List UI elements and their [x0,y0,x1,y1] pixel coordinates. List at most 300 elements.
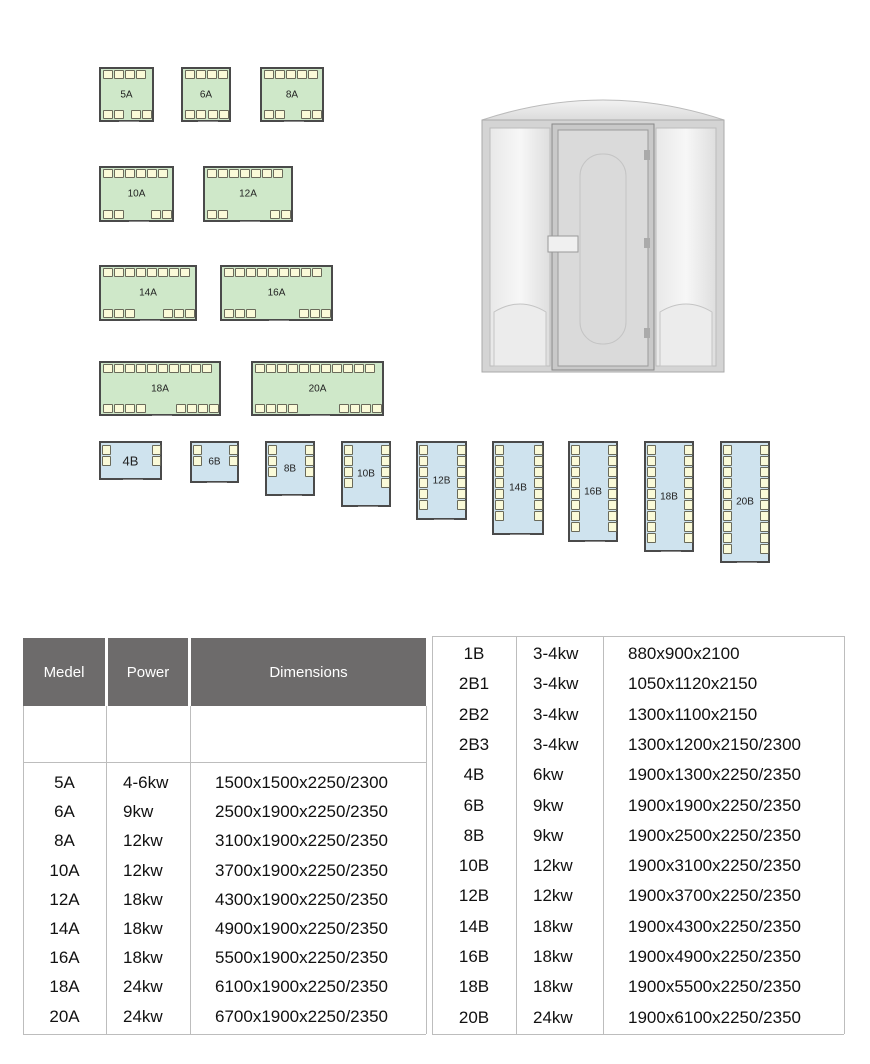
bench-seat [185,309,195,318]
plan-label: 12A [239,188,257,200]
table-cell: 18kw [533,916,573,936]
bench-seat [103,364,113,373]
bench-seat [684,456,693,466]
table-cell: 20A [49,1006,80,1026]
table-cell: 3-4kw [533,704,579,724]
table-cell: 6A [54,802,75,822]
bench-seat [571,445,580,455]
bench-seat [162,210,172,219]
table-rule [603,636,604,1034]
table-cell: 1900x1300x2250/2350 [628,765,801,785]
bench-seat [136,70,146,79]
bench-seat [495,456,504,466]
bench-seat [142,110,152,119]
bench-seat [257,268,267,277]
bench-seat [312,110,322,119]
bench-seat [608,500,617,510]
bench-seat [350,404,360,413]
bench-seat [684,511,693,521]
floor-plan-6a [181,67,231,122]
bench-seat [268,268,278,277]
bench-seat [571,522,580,532]
bench-seat [202,364,212,373]
door [240,221,260,224]
bench-seat [684,533,693,543]
bench-seat [262,169,272,178]
table-cell: 12A [49,889,80,909]
header-dimensions: Dimensions [191,638,426,706]
bench-seat [608,467,617,477]
bench-seat [125,268,135,277]
bench-seat [114,268,124,277]
bench-seat [760,467,769,477]
bench-seat [207,70,217,79]
table-cell: 1900x1900x2250/2350 [628,795,801,815]
table-cell: 2B2 [458,704,490,724]
bench-seat [191,364,201,373]
bench-seat [151,210,161,219]
table-cell: 24kw [123,977,163,997]
bench-seat [647,456,656,466]
bench-seat [760,544,769,554]
table-cell: 5500x1900x2250/2350 [215,948,388,968]
bench-seat [457,500,466,510]
bench-seat [723,511,732,521]
bench-seat [647,511,656,521]
table-cell: 14A [49,919,80,938]
door [282,495,302,498]
table-cell: 1900x5500x2250/2350 [628,977,801,997]
plan-label: 10B [357,468,375,480]
bench-seat [684,522,693,532]
bench-seat [344,478,353,488]
bench-seat [723,544,732,554]
bench-seat [310,364,320,373]
table-cell: 18kw [533,947,573,966]
bench-seat [229,169,239,178]
bench-seat [723,533,732,543]
bench-seat [277,364,287,373]
plan-label: 5A [120,89,133,100]
bench-seat [419,489,428,499]
bench-seat [608,445,617,455]
bench-seat [495,445,504,455]
table-cell: 24kw [533,1007,573,1027]
bench-seat [176,404,186,413]
table-cell: 1900x2500x2250/2350 [628,825,801,845]
bench-seat [218,70,228,79]
plan-label: 20A [308,383,327,394]
bench-seat [288,364,298,373]
bench-seat [174,309,184,318]
floor-plan-14a [99,265,197,321]
door [129,221,149,224]
bench-seat [277,404,287,413]
bench-seat [275,70,285,79]
plan-label: 4B [122,453,139,468]
door [434,519,454,522]
table-cell: 1900x3100x2250/2350 [628,856,801,876]
bench-seat [185,110,195,119]
bench-seat [103,110,113,119]
table-cell: 6700x1900x2250/2350 [215,1006,388,1026]
header-model: Medel [23,638,105,706]
table-cell: 3-4kw [533,644,579,663]
bench-seat [218,169,228,178]
bench-seat [114,110,124,119]
bench-seat [344,445,353,455]
bench-seat [207,210,217,219]
bench-seat [534,456,543,466]
bench-seat [760,445,769,455]
bench-seat [255,364,265,373]
table-rule [432,1034,844,1035]
bench-seat [103,70,113,79]
bench-seat [343,364,353,373]
table-cell: 9kw [533,795,564,815]
floor-plan-20a [251,361,384,416]
table-cell: 9kw [533,825,564,845]
table-cell: 20B [458,1007,490,1027]
floor-plan-10b [341,441,391,507]
bench-seat [305,445,314,455]
table-cell: 9kw [123,802,154,822]
bench-seat [534,467,543,477]
bench-seat [169,364,179,373]
table-cell: 3100x1900x2250/2350 [215,831,388,851]
floor-plan-8b [265,441,315,496]
bench-seat [273,169,283,178]
bench-seat [103,169,113,178]
plan-label: 8A [285,89,299,100]
bench-seat [299,309,309,318]
bench-seat [495,467,504,477]
door [119,121,139,124]
bench-seat [266,364,276,373]
bench-seat [264,70,274,79]
bench-seat [332,364,342,373]
bench-seat [381,456,390,466]
bench-seat [723,478,732,488]
bench-seat [147,268,157,277]
plan-label: 12B [432,475,451,486]
bench-seat [193,445,202,455]
bench-seat [187,404,197,413]
bench-seat [279,268,289,277]
floor-plan-5a [99,67,154,122]
plan-label: 18A [151,383,169,394]
door [207,482,227,485]
plan-label: 6B [208,456,221,468]
bench-seat [723,456,732,466]
bench-seat [114,210,124,219]
plan-label: 18B [660,491,678,502]
door [737,562,757,565]
plan-label: 16B [584,486,602,497]
table-cell: 880x900x2100 [628,644,740,663]
bench-seat [457,489,466,499]
bench-seat [114,404,124,413]
bench-seat [344,456,353,466]
bench-seat [299,364,309,373]
bench-seat [266,404,276,413]
plan-label: 6A [199,89,213,100]
bench-seat [760,456,769,466]
table-cell: 4900x1900x2250/2350 [215,919,388,938]
bench-seat [196,110,206,119]
door [310,415,330,418]
bench-seat [571,467,580,477]
bench-seat [308,70,318,79]
bench-seat [103,404,113,413]
floor-plan-16a [220,265,333,321]
plan-label: 8B [283,463,297,474]
table-cell: 5A [54,773,75,792]
table-cell: 4-6kw [123,773,169,792]
table-cell: 1900x4300x2250/2350 [628,916,801,936]
table-cell: 12B [458,886,490,906]
bench-seat [608,511,617,521]
door [284,121,304,124]
plan-label: 14A [139,287,157,299]
bench-seat [103,268,113,277]
table-rule [426,706,427,1034]
bench-seat [321,364,331,373]
door [510,534,530,537]
floor-plan-6b [190,441,239,483]
bench-seat [290,268,300,277]
bench-seat [136,268,146,277]
table-cell: 12kw [533,856,573,876]
floor-plan-8a [260,67,324,122]
bench-seat [571,456,580,466]
bench-seat [136,404,146,413]
bench-seat [235,309,245,318]
table-cell: 6kw [533,765,564,785]
bench-seat [158,364,168,373]
bench-seat [147,169,157,178]
bench-seat [218,210,228,219]
door [123,479,143,482]
table-cell: 1300x1100x2150 [628,704,758,724]
bench-seat [301,110,311,119]
bench-seat [185,70,195,79]
bench-seat [180,364,190,373]
bench-seat [381,445,390,455]
bench-seat [723,467,732,477]
floor-plan-4b [99,441,162,480]
bench-seat [275,110,285,119]
bench-seat [240,169,250,178]
bench-seat [647,445,656,455]
bench-seat [125,70,135,79]
table-cell: 3-4kw [533,734,579,754]
bench-seat [125,169,135,178]
table-cell: 1300x1200x2150/2300 [628,734,801,754]
table-cell: 18kw [123,948,163,968]
bench-seat [169,268,179,277]
bench-seat [125,309,135,318]
bench-seat [114,70,124,79]
table-cell: 6B [463,795,485,815]
bench-seat [224,268,234,277]
door [269,320,289,323]
table-cell: 4300x1900x2250/2350 [215,889,388,909]
plan-label: 20B [736,496,754,508]
table-cell: 1050x1120x2150 [628,674,758,694]
bench-seat [760,511,769,521]
table-cell: 24kw [123,1006,163,1026]
bench-seat [224,309,234,318]
bench-seat [147,364,157,373]
bench-seat [760,533,769,543]
bench-seat [571,500,580,510]
bench-seat [381,478,390,488]
bench-seat [229,445,238,455]
table-cell: 12kw [123,860,163,880]
bench-seat [647,522,656,532]
table-cell: 1900x6100x2250/2350 [628,1007,801,1027]
bench-seat [219,110,229,119]
table-cell: 18kw [533,977,573,997]
table-cell: 2B1 [458,674,490,694]
bench-seat [684,445,693,455]
bench-seat [321,309,331,318]
table-cell: 18kw [123,919,163,938]
door [198,121,218,124]
bench-seat [207,169,217,178]
table-cell: 16A [49,948,80,968]
bench-seat [136,364,146,373]
bench-seat [268,445,277,455]
bench-seat [208,110,218,119]
bench-seat [270,210,280,219]
bench-seat [310,309,320,318]
plan-label: 10A [127,188,146,200]
bench-seat [723,522,732,532]
floor-plan-14b [492,441,544,535]
bench-seat [158,268,168,277]
bench-seat [419,500,428,510]
table-cell: 18kw [123,889,163,909]
bench-seat [114,309,124,318]
floor-plan-20b [720,441,770,563]
table-cell: 8B [463,825,485,845]
floor-plan-12b [416,441,467,520]
bench-seat [457,456,466,466]
bench-seat [286,70,296,79]
bench-seat [647,478,656,488]
table-cell: 1900x4900x2250/2350 [628,947,801,966]
bench-seat [723,445,732,455]
table-cell: 3700x1900x2250/2350 [215,860,388,880]
table-cell: 6100x1900x2250/2350 [215,977,388,997]
bench-seat [180,268,190,277]
bench-seat [131,110,141,119]
bench-seat [264,110,274,119]
bench-seat [209,404,219,413]
bench-seat [419,456,428,466]
bench-seat [196,70,206,79]
bench-seat [103,309,113,318]
bench-seat [354,364,364,373]
bench-seat [372,404,382,413]
bench-seat [760,522,769,532]
table-rule [106,706,107,1034]
table-rule [23,1034,426,1035]
table-cell: 18A [49,977,80,997]
door [585,541,605,544]
header-power: Power [108,638,188,706]
table-cell: 10A [49,860,80,880]
bench-seat [495,511,504,521]
table-rule [190,706,191,1034]
bench-seat [684,467,693,477]
bench-seat [246,268,256,277]
table-cell: 1900x3700x2250/2350 [628,886,801,906]
bench-seat [365,364,375,373]
bench-seat [419,445,428,455]
bench-seat [297,70,307,79]
door [140,320,160,323]
bench-seat [114,364,124,373]
plan-label: 16A [267,287,286,299]
table-rule [432,636,844,637]
bench-seat [571,511,580,521]
floor-plan-12a [203,166,293,222]
bench-seat [235,268,245,277]
bench-seat [534,500,543,510]
bench-seat [608,522,617,532]
bench-seat [312,268,322,277]
table-cell: 16B [458,947,490,966]
steam-room-photo [480,90,726,374]
bench-seat [647,467,656,477]
bench-seat [163,309,173,318]
bench-seat [255,404,265,413]
bench-seat [136,169,146,178]
bench-seat [125,404,135,413]
bench-seat [301,268,311,277]
table-rule [844,636,845,1034]
bench-seat [288,404,298,413]
floor-plan-10a [99,166,174,222]
table-cell: 4B [463,765,485,785]
bench-seat [103,210,113,219]
bench-seat [251,169,261,178]
bench-seat [246,309,256,318]
table-cell: 2B3 [458,734,490,754]
table-cell: 8A [54,831,75,851]
bench-seat [114,169,124,178]
door [661,551,681,554]
table-cell: 3-4kw [533,674,579,694]
table-cell: 18B [458,977,490,997]
plan-label: 14B [509,482,527,494]
bench-seat [684,478,693,488]
table-cell: 12kw [123,831,163,851]
door [152,415,172,418]
table-cell: 10B [458,856,490,876]
bench-seat [361,404,371,413]
door [358,506,378,509]
floor-plan-16b [568,441,618,542]
table-cell: 1500x1500x2250/2300 [215,773,388,792]
floor-plan-18a [99,361,221,416]
table-cell: 1B [463,644,485,663]
table-cell: 2500x1900x2250/2350 [215,802,388,822]
table-rule [516,636,517,1034]
